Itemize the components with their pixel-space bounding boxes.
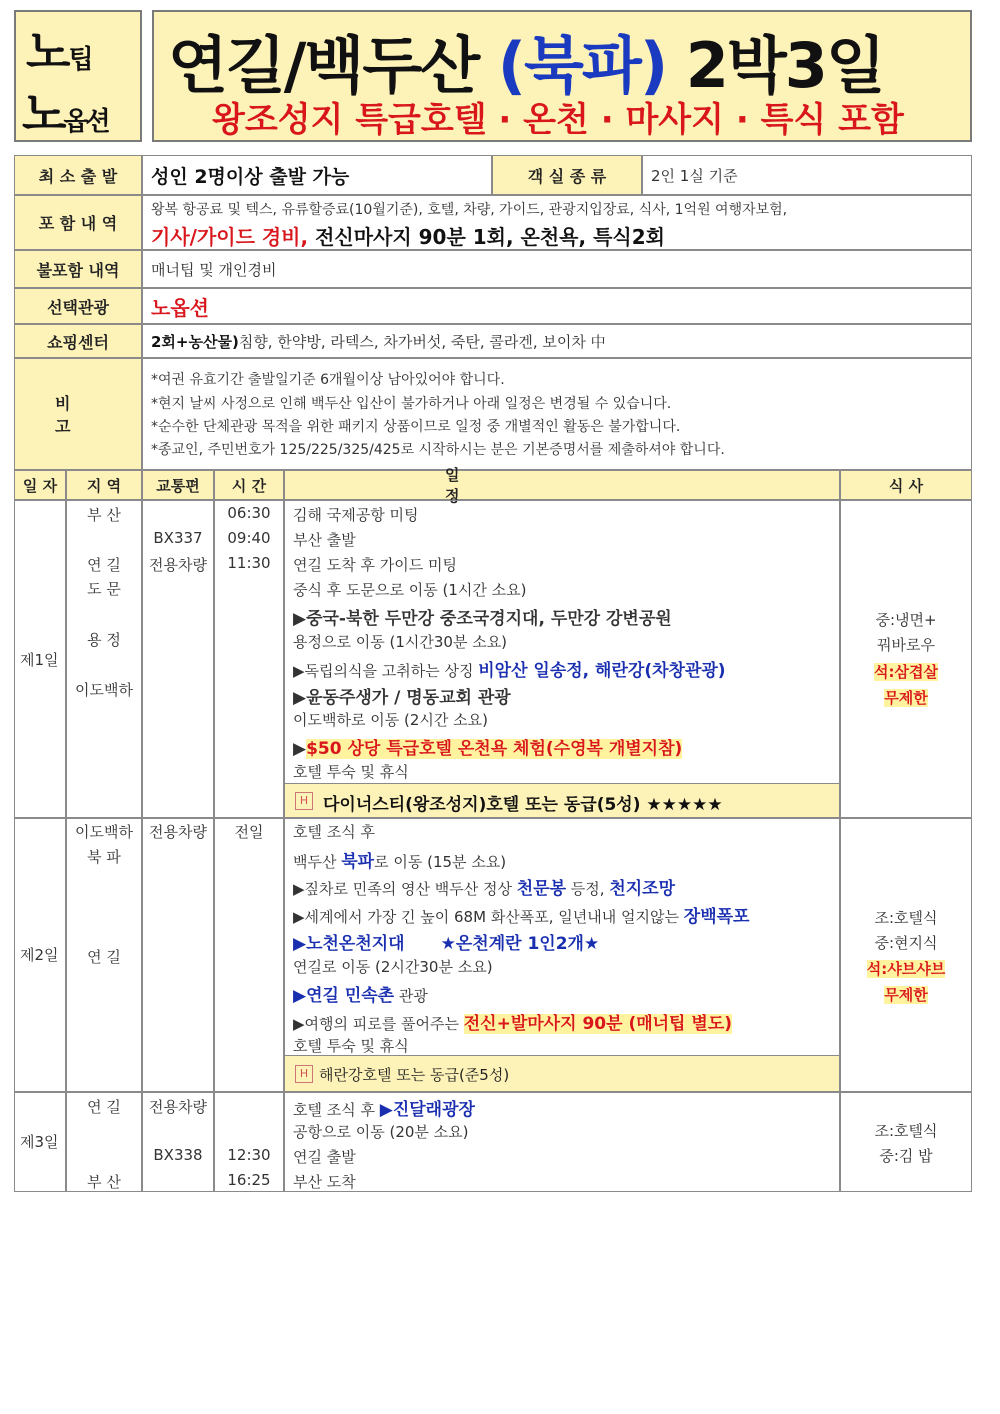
itinerary-line: ▶세계에서 가장 긴 높이 68M 화산폭포, 일년내내 얼지않는 장백폭포 xyxy=(293,907,750,927)
itinerary-line: 용정으로 이동 (1시간30분 소요) xyxy=(293,633,508,651)
day3-times xyxy=(214,1092,284,1192)
itinerary-line: ▶독립의식을 고취하는 상징 비암산 일송정, 해란강(차창관광) xyxy=(293,661,726,681)
hotel-icon: H xyxy=(295,792,313,810)
time: 11:30 xyxy=(227,554,271,572)
day2-regions xyxy=(66,818,142,1092)
day3-transport xyxy=(142,1092,214,1192)
vehicle: 전용차량 xyxy=(149,556,207,574)
page-title: 연길/백두산 (북파) 2박3일 xyxy=(168,29,884,102)
day3-day xyxy=(14,1092,66,1192)
logo-line2: 노옵션 xyxy=(22,87,108,141)
day3-regions xyxy=(66,1092,142,1192)
day2-label: 제2일 xyxy=(20,946,59,964)
region: 이도백하 xyxy=(75,681,133,699)
inclusions-label: 포 함 내 역 xyxy=(14,195,142,250)
day3-label: 제3일 xyxy=(20,1133,59,1151)
hotel-name: 다이너스티(왕조성지)호텔 또는 동급(5성) ★★★★★ xyxy=(323,795,723,815)
time: 09:40 xyxy=(227,529,271,547)
day1-meals xyxy=(840,500,972,818)
note-3: *순수한 단체관광 목적을 위한 패키지 상품이므로 일정 중 개별적인 활동은 불가합니다. xyxy=(151,419,681,435)
day1-itinerary xyxy=(284,500,840,818)
col-meal: 식 사 xyxy=(840,470,972,500)
vehicle: 전용차량 xyxy=(149,1098,207,1116)
day2-hotel xyxy=(285,1055,839,1091)
region: 부 산 xyxy=(87,506,121,524)
itinerary-line: 김해 국제공항 미팅 xyxy=(293,506,419,524)
vehicle: 전용차량 xyxy=(149,823,207,841)
time: 06:30 xyxy=(227,504,271,522)
inclusions-line2: 기사/가이드 경비, 전신마사지 90분 1회, 온천욕, 특식2회 xyxy=(151,225,665,249)
region: 이도백하 xyxy=(75,823,133,841)
note-2: *현지 날씨 사정으로 인해 백두산 입산이 불가하거나 아래 일정은 변경될 수 있습니다. xyxy=(151,396,672,412)
itinerary-line: 백두산 북파로 이동 (15분 소요) xyxy=(293,852,507,872)
exclusions-value: 매너팁 및 개인경비 xyxy=(142,250,972,288)
region: 용 정 xyxy=(87,631,121,649)
itinerary-line: 호텔 조식 후 xyxy=(293,823,375,841)
itinerary-line: 연길 출발 xyxy=(293,1148,356,1166)
meal: 무제한 xyxy=(884,986,928,1004)
region: 도 문 xyxy=(87,580,121,598)
itinerary-line: 연길로 이동 (2시간30분 소요) xyxy=(293,958,493,976)
flight: BX337 xyxy=(153,529,203,547)
hotel-icon: H xyxy=(295,1065,313,1083)
region: 연 길 xyxy=(87,556,121,574)
min-departure-label: 최 소 출 발 xyxy=(14,155,142,195)
day1-transport xyxy=(142,500,214,818)
meal: 중:냉면+ xyxy=(875,611,937,629)
meal: 석:삼겹살 xyxy=(874,663,938,681)
logo xyxy=(14,10,142,142)
optional-tour-label: 선택관광 xyxy=(14,288,142,324)
flight: BX338 xyxy=(153,1146,203,1164)
itinerary-highlight: ▶노천온천지대 ★온천계란 1인2개★ xyxy=(293,934,600,954)
page-subtitle: 왕조성지 특급호텔 · 온천 · 마사지 · 특식 포함 xyxy=(212,100,904,140)
logo-line1: 노팁 xyxy=(26,25,92,79)
inclusions-line1: 왕복 항공료 및 텍스, 유류할증료(10월기준), 호텔, 차량, 가이드, 관광지입장료, 식사, 1억원 여행자보험, xyxy=(151,202,788,218)
inclusions-value xyxy=(142,195,972,250)
itinerary-line: 호텔 조식 후 ▶진달래광장 xyxy=(293,1100,475,1120)
meal: 중:김 밥 xyxy=(879,1147,933,1165)
region: 북 파 xyxy=(87,848,121,866)
exclusions-label: 불포함 내역 xyxy=(14,250,142,288)
time: 12:30 xyxy=(227,1146,271,1164)
col-itinerary: 일 정 xyxy=(284,470,840,500)
meal: 중:현지식 xyxy=(874,934,938,952)
meal: 꿔바로우 xyxy=(877,636,935,654)
notes-label: 비 고 xyxy=(14,358,142,470)
day2-meals xyxy=(840,818,972,1092)
room-type-label: 객 실 종 류 xyxy=(492,155,642,195)
itinerary-line: 부산 출발 xyxy=(293,531,356,549)
shopping-value: 2회+농산물) 침향, 한약방, 라텍스, 차가버섯, 죽탄, 콜라겐, 보이차 中 xyxy=(142,324,972,358)
time: 전일 xyxy=(234,823,264,841)
itinerary-highlight: ▶$50 상당 특급호텔 온천욕 체험(수영복 개별지참) xyxy=(293,739,683,759)
itinerary-highlight: ▶중국-북한 두만강 중조국경지대, 두만강 강변공원 xyxy=(293,609,672,629)
time: 16:25 xyxy=(227,1171,271,1189)
meal: 석:샤브샤브 xyxy=(866,960,946,978)
itinerary-highlight: ▶윤동주생가 / 명동교회 관광 xyxy=(293,688,511,708)
title-box xyxy=(152,10,972,142)
note-1: *여권 유효기간 출발일기준 6개월이상 남아있어야 합니다. xyxy=(151,372,505,388)
col-region: 지 역 xyxy=(66,470,142,500)
meal: 무제한 xyxy=(884,689,928,707)
day1-times xyxy=(214,500,284,818)
day1-regions xyxy=(66,500,142,818)
itinerary-line: 부산 도착 xyxy=(293,1173,356,1191)
day2-itinerary xyxy=(284,818,840,1092)
day2-day xyxy=(14,818,66,1092)
col-time: 시 간 xyxy=(214,470,284,500)
meal: 조:호텔식 xyxy=(874,909,938,927)
region: 연 길 xyxy=(87,1098,121,1116)
meal: 조:호텔식 xyxy=(874,1122,938,1140)
day1-label: 제1일 xyxy=(20,651,59,669)
day2-times xyxy=(214,818,284,1092)
hotel-name: 해란강호텔 또는 동급(준5성) xyxy=(319,1066,510,1084)
day2-transport xyxy=(142,818,214,1092)
day1-day xyxy=(14,500,66,818)
day1-hotel xyxy=(285,783,839,817)
itinerary-line: 호텔 투숙 및 휴식 xyxy=(293,1037,409,1055)
note-red: *종교인, 주민번호가 125/225/325/425로 시작하시는 분은 기본증명서를 제출하셔야 합니다. xyxy=(151,442,725,458)
min-departure-value: 성인 2명이상 출발 가능 xyxy=(142,155,492,195)
itinerary-line: 연길 도착 후 가이드 미팅 xyxy=(293,556,457,574)
room-type-value: 2인 1실 기준 xyxy=(642,155,972,195)
optional-tour-value: 노옵션 xyxy=(142,288,972,324)
region: 연 길 xyxy=(87,948,121,966)
col-transport: 교통편 xyxy=(142,470,214,500)
itinerary-line: 이도백하로 이동 (2시간 소요) xyxy=(293,711,488,729)
itinerary-line: ▶짚차로 민족의 영산 백두산 정상 천문봉 등정, 천지조망 xyxy=(293,879,676,899)
itinerary-line: ▶여행의 피로를 풀어주는 전신+발마사지 90분 (매너팁 별도) xyxy=(293,1014,733,1034)
notes-value xyxy=(142,358,972,470)
day3-itinerary xyxy=(284,1092,840,1192)
itinerary-line: 공항으로 이동 (20분 소요) xyxy=(293,1123,469,1141)
itinerary-line: 호텔 투숙 및 휴식 xyxy=(293,763,409,781)
day3-meals xyxy=(840,1092,972,1192)
col-day: 일 자 xyxy=(14,470,66,500)
region: 부 산 xyxy=(87,1173,121,1191)
itinerary-line: ▶연길 민속촌 관광 xyxy=(293,986,428,1006)
shopping-label: 쇼핑센터 xyxy=(14,324,142,358)
itinerary-line: 중식 후 도문으로 이동 (1시간 소요) xyxy=(293,581,527,599)
